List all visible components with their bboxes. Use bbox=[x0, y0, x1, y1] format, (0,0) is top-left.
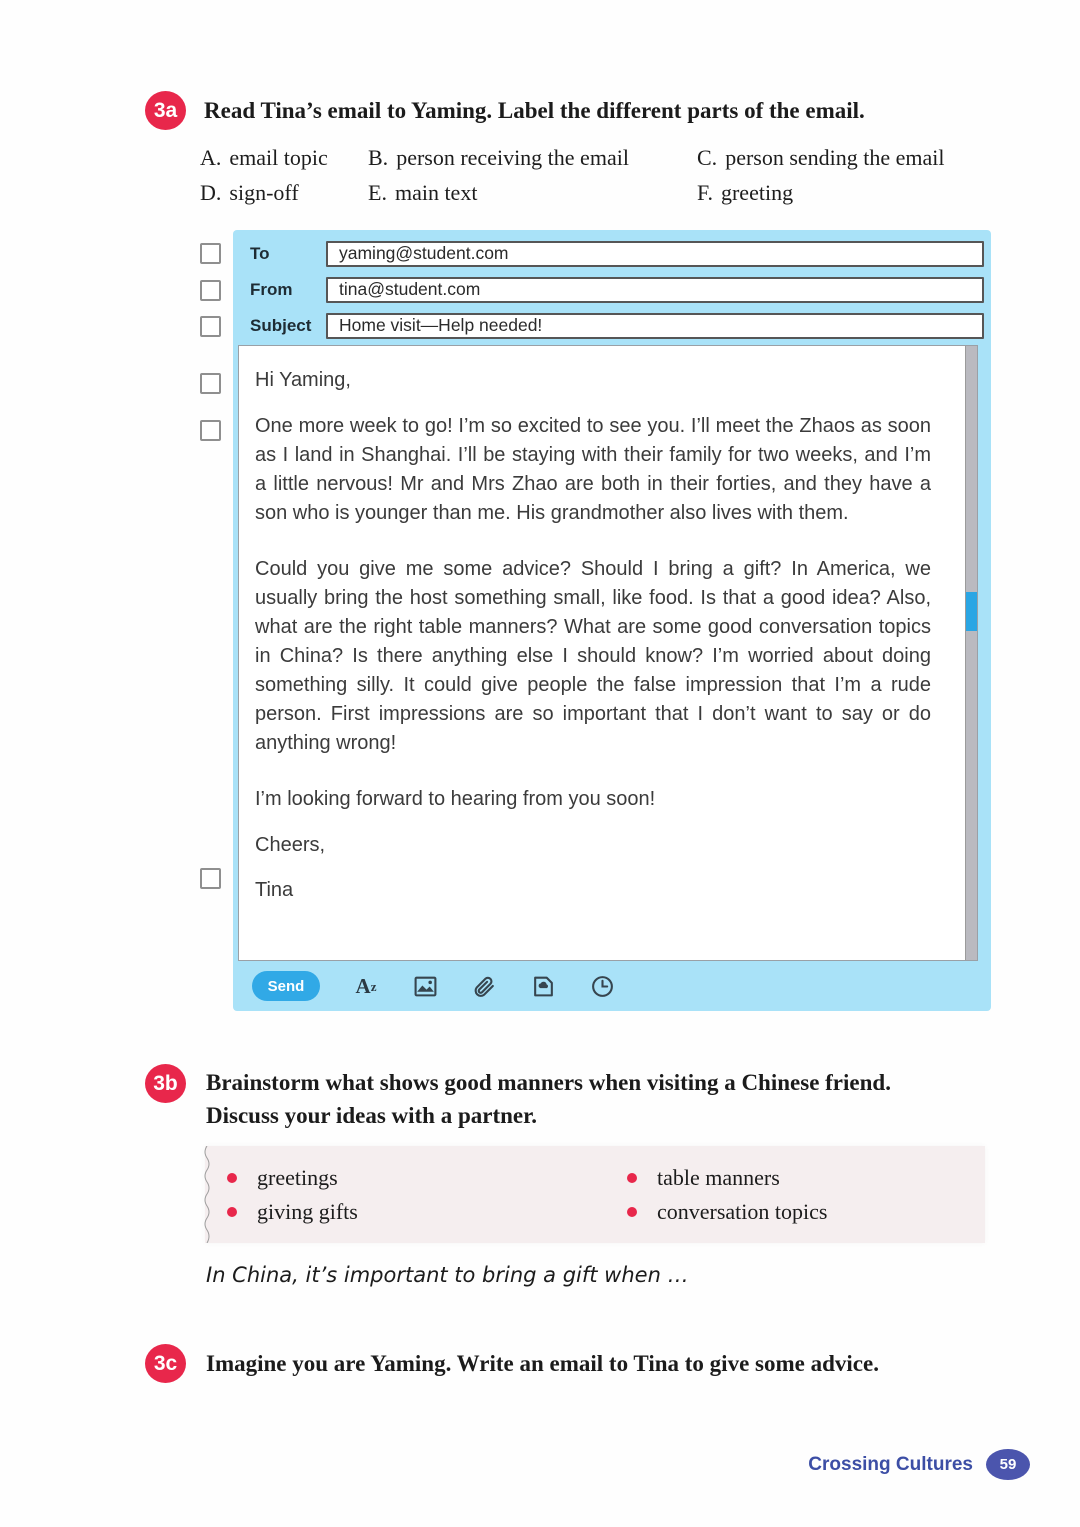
option-text: main text bbox=[394, 180, 478, 205]
option-letter: D. bbox=[200, 180, 222, 205]
label-options-list bbox=[200, 142, 1000, 209]
bullet-item-conversation-topics bbox=[627, 1195, 985, 1229]
clock-icon[interactable] bbox=[589, 973, 615, 999]
label-checkbox-greeting[interactable] bbox=[200, 373, 221, 394]
send-button[interactable]: Send bbox=[252, 971, 320, 1001]
label-checkbox-subject[interactable] bbox=[200, 316, 221, 337]
cloud-file-icon[interactable] bbox=[530, 973, 556, 999]
scrollbar-thumb[interactable] bbox=[966, 592, 977, 631]
exercise-badge-3b: 3b bbox=[145, 1064, 186, 1103]
page-footer bbox=[808, 1449, 1030, 1480]
brainstorm-bullets bbox=[205, 1161, 985, 1229]
email-panel bbox=[233, 230, 991, 1011]
option-letter: C. bbox=[697, 145, 718, 170]
email-paragraph-2: Could you give me some advice? Should I bring a gift? In America, we usually bring the host something small, like food. Is that a good idea? Also, what are the right table manners? What are some good conversation topics in China? Is there anything else I should know? I’m worried about doing something silly. It could give people the false impression that I’m a rude person. First impressions are so important that I don’t want to say or do anything wrong! bbox=[255, 558, 931, 754]
bullet-dot-icon bbox=[627, 1173, 637, 1183]
email-paragraph-1: One more week to go! I’m so excited to see you. I’ll meet the Zhaos as soon as I land in Shanghai. I’ll be staying with their family for two weeks, and I’m a little nervous! Mr and Mrs Zhao are both in their forties, and they have a son who is younger than me. His grandmother also lives with them. bbox=[255, 415, 931, 524]
bullet-item-table-manners bbox=[627, 1161, 985, 1195]
email-signature: Tina bbox=[255, 879, 294, 901]
bullet-item-greetings bbox=[227, 1161, 627, 1195]
to-field[interactable]: yaming@student.com bbox=[326, 241, 984, 267]
exercise-instruction-3a: Read Tina’s email to Yaming. Label the different parts of the email. bbox=[204, 98, 865, 123]
label-checkbox-sign-off[interactable] bbox=[200, 868, 221, 889]
exercise-instruction-3c: Imagine you are Yaming. Write an email to Tina to give some advice. bbox=[206, 1351, 879, 1376]
option-text: sign-off bbox=[229, 180, 299, 205]
subject-label: Subject bbox=[250, 315, 312, 335]
field-row-from bbox=[250, 275, 984, 304]
option-letter: B. bbox=[368, 145, 389, 170]
field-row-subject bbox=[250, 311, 984, 340]
subject-field[interactable]: Home visit—Help needed! bbox=[326, 313, 984, 339]
bullet-dot-icon bbox=[627, 1207, 637, 1217]
email-greeting: Hi Yaming, bbox=[255, 369, 351, 391]
option-item-f bbox=[697, 177, 1000, 209]
option-item-d bbox=[200, 177, 368, 209]
to-label: To bbox=[250, 243, 270, 263]
instruction-line-1: Brainstorm what shows good manners when visiting a Chinese friend. bbox=[206, 1070, 891, 1095]
from-field[interactable]: tina@student.com bbox=[326, 277, 984, 303]
bullet-label: conversation topics bbox=[657, 1199, 828, 1224]
option-item-c bbox=[697, 142, 1000, 174]
email-sign-off: Cheers, bbox=[255, 834, 326, 856]
from-label: From bbox=[250, 279, 293, 299]
spelling-font-icon[interactable] bbox=[353, 973, 379, 999]
email-header bbox=[233, 230, 991, 340]
option-item-a bbox=[200, 142, 368, 174]
label-checkbox-from[interactable] bbox=[200, 280, 221, 301]
option-letter: A. bbox=[200, 145, 222, 170]
scrollbar[interactable] bbox=[965, 346, 977, 960]
exercise-badge-3a: 3a bbox=[145, 91, 186, 130]
option-text: person receiving the email bbox=[396, 145, 629, 170]
option-text: email topic bbox=[229, 145, 328, 170]
option-item-b bbox=[368, 142, 697, 174]
email-toolbar bbox=[238, 961, 978, 1011]
option-text: person sending the email bbox=[725, 145, 945, 170]
option-letter: F. bbox=[697, 180, 713, 205]
font-icon-letter: A bbox=[355, 973, 371, 998]
example-sentence: In China, it’s important to bring a gift when … bbox=[206, 1263, 689, 1287]
footer-section-title: Crossing Cultures bbox=[808, 1453, 973, 1475]
bullet-dot-icon bbox=[227, 1173, 237, 1183]
option-text: greeting bbox=[720, 180, 794, 205]
label-checkbox-main-text[interactable] bbox=[200, 420, 221, 441]
email-body bbox=[238, 345, 978, 961]
email-closing: I’m looking forward to hearing from you soon! bbox=[255, 788, 656, 810]
field-row-to bbox=[250, 239, 984, 268]
exercise-instruction-3b bbox=[206, 1066, 996, 1132]
option-item-e bbox=[368, 177, 697, 209]
brainstorm-panel bbox=[205, 1146, 985, 1243]
insert-image-icon[interactable] bbox=[412, 973, 438, 999]
option-letter: E. bbox=[368, 180, 387, 205]
bullet-dot-icon bbox=[227, 1207, 237, 1217]
exercise-badge-3c: 3c bbox=[145, 1344, 186, 1383]
bullet-label: giving gifts bbox=[257, 1199, 358, 1224]
label-checkbox-to[interactable] bbox=[200, 243, 221, 264]
bullet-label: greetings bbox=[257, 1165, 338, 1190]
page-number-badge: 59 bbox=[986, 1449, 1030, 1480]
email-exercise-area bbox=[200, 230, 992, 1012]
font-icon-sub-letter: z bbox=[370, 978, 377, 994]
instruction-line-2: Discuss your ideas with a partner. bbox=[206, 1103, 537, 1128]
attachment-paperclip-icon[interactable] bbox=[471, 973, 497, 999]
bullet-label: table manners bbox=[657, 1165, 780, 1190]
bullet-item-giving-gifts bbox=[227, 1195, 627, 1229]
